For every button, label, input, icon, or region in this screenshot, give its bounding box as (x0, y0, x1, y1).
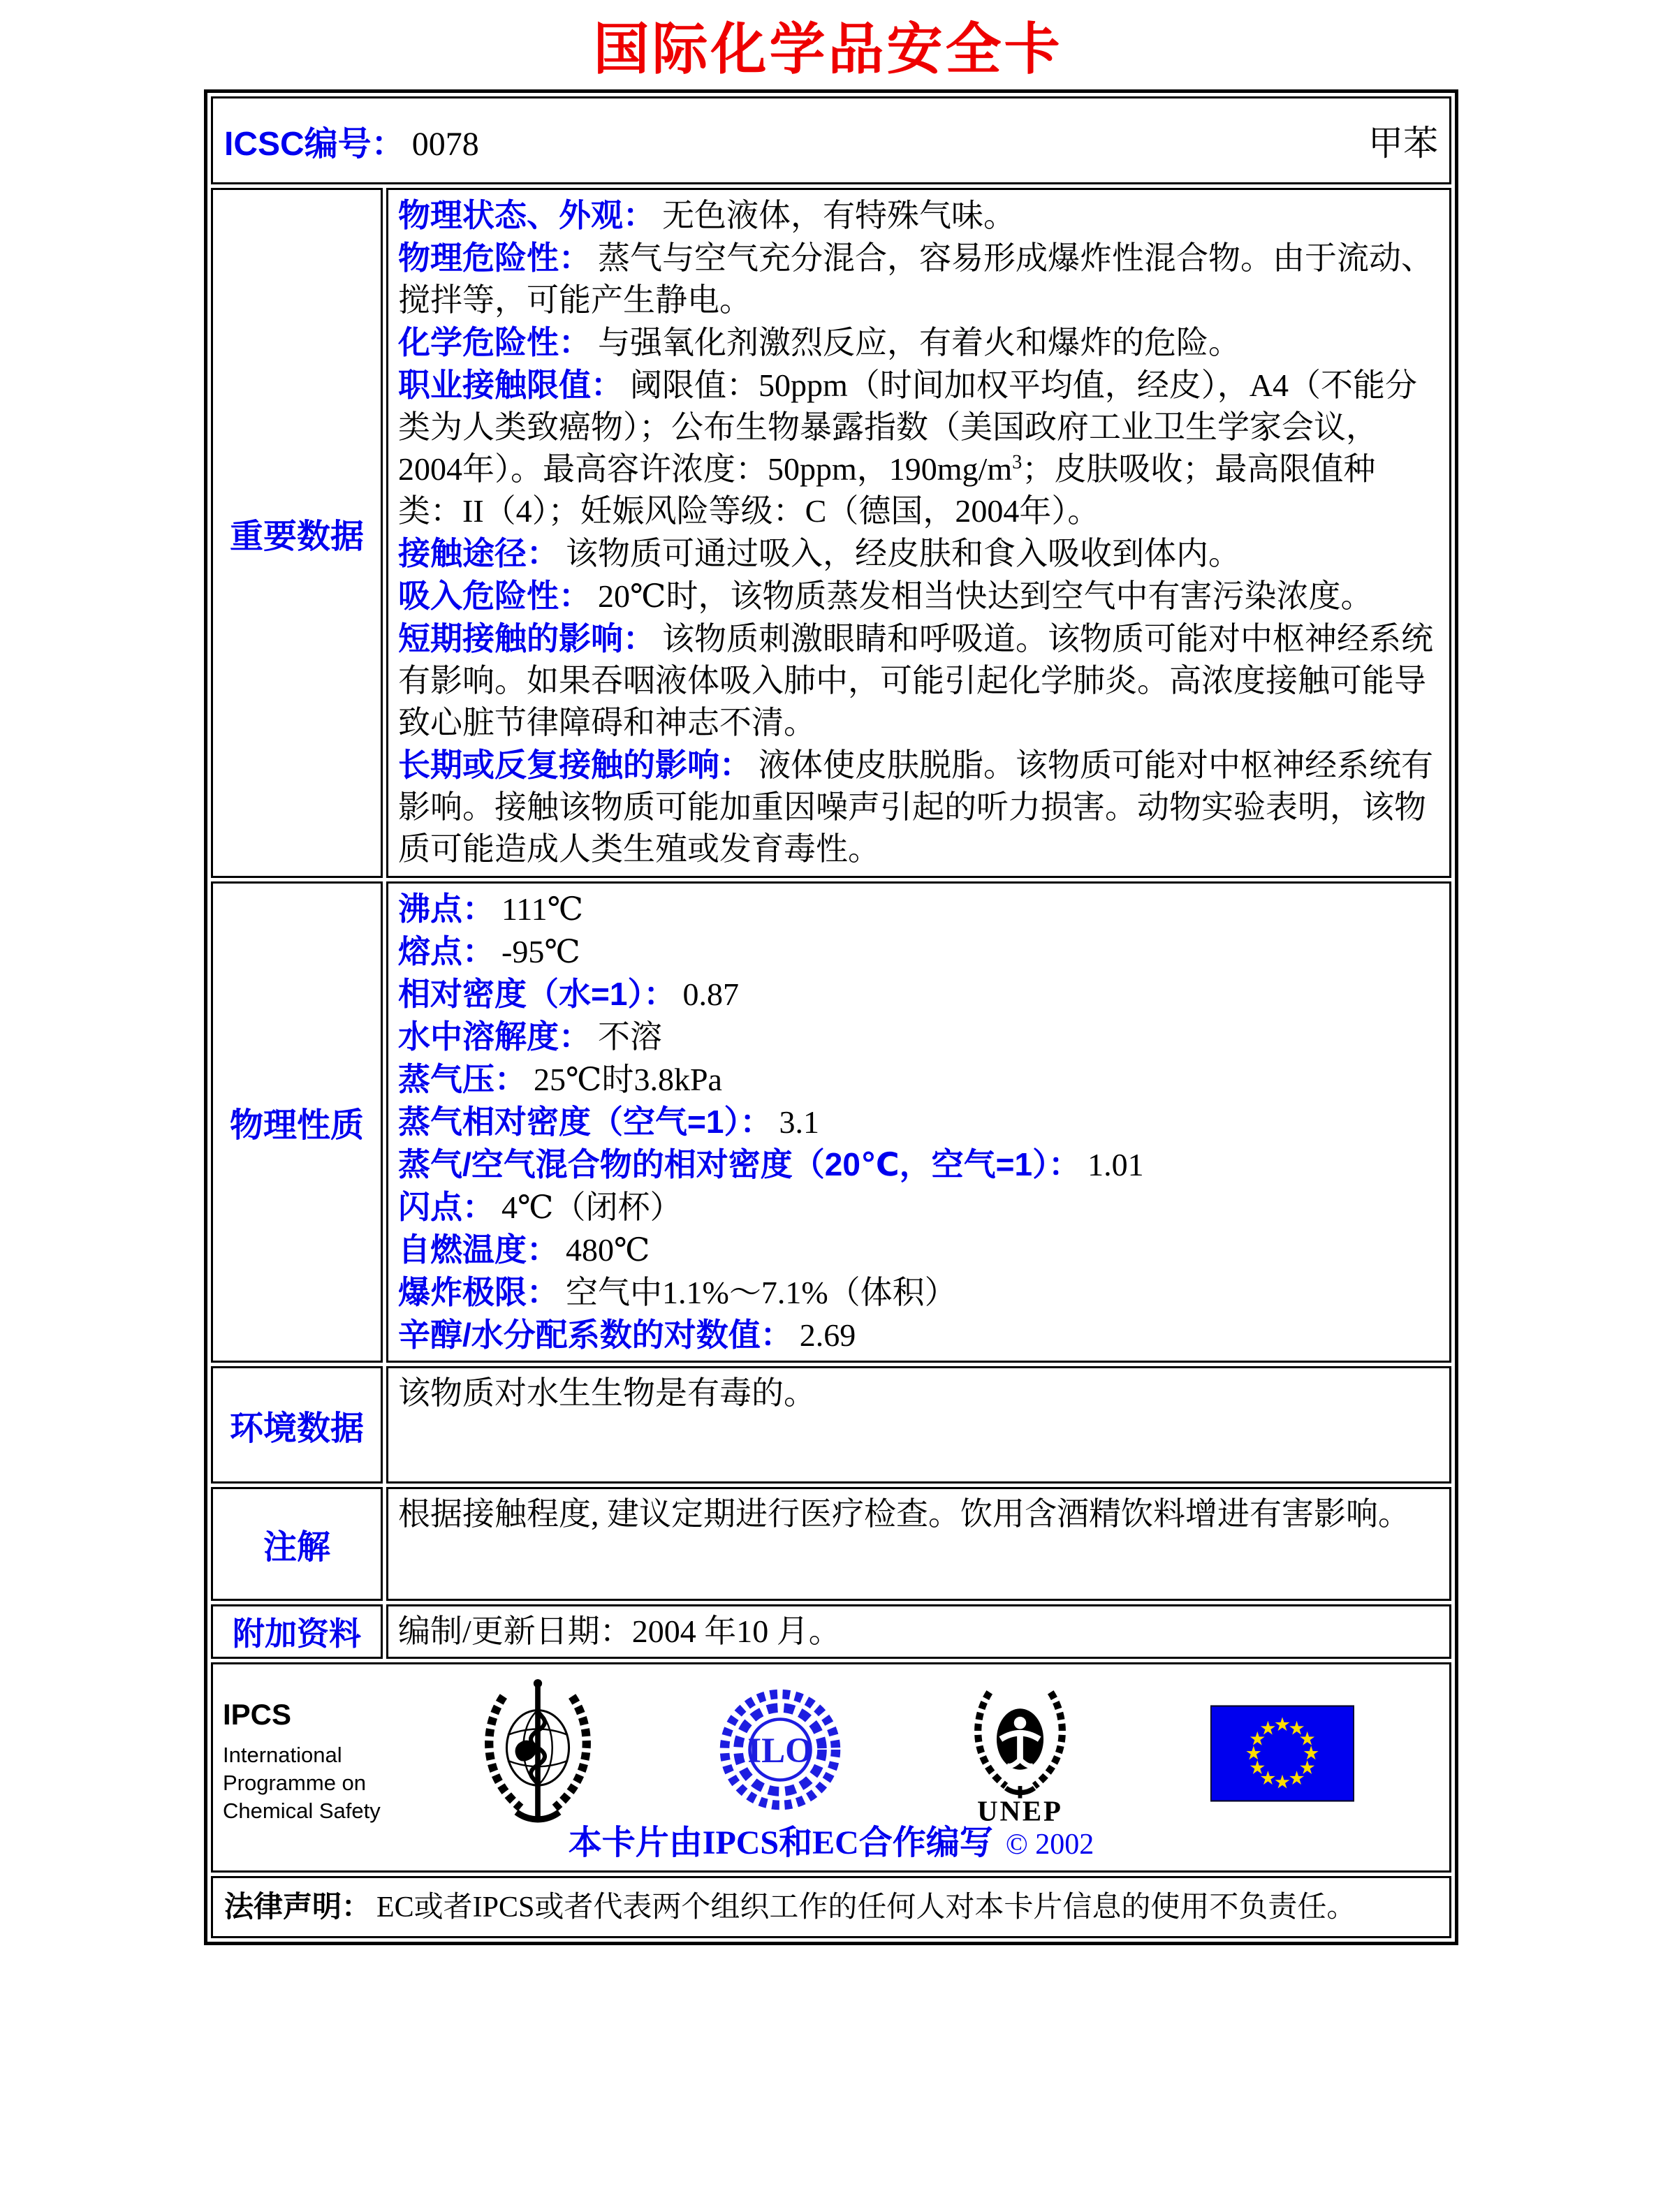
ilo-caption: ILO (747, 1731, 813, 1771)
physical-property-item (398, 1016, 1439, 1058)
environmental-data-content: 该物质对水生生物是有毒的。 (386, 1366, 1451, 1484)
legal-cell (211, 1876, 1451, 1938)
logos-cell (211, 1662, 1451, 1873)
item-value: 1.01 (1087, 1147, 1144, 1182)
item-value: -95℃ (501, 934, 580, 969)
physical-property-item (398, 930, 1439, 973)
row-label-physical-properties: 物理性质 (211, 881, 383, 1363)
item-value: 无色液体，有特殊气味。 (662, 198, 1016, 233)
ipcs-line: Programme on (223, 1771, 367, 1795)
legal-row (211, 1876, 1451, 1938)
credit-line (213, 1815, 1449, 1863)
item-label: 蒸气相对密度（空气=1）： (398, 1104, 772, 1140)
important-data-item (398, 321, 1439, 364)
unep-caption: UNEP (977, 1795, 1063, 1823)
icsc-card-table (204, 89, 1458, 1945)
physical-property-item (398, 1271, 1439, 1314)
ipcs-line: International (223, 1743, 342, 1767)
physical-property-item (398, 973, 1439, 1016)
credit-text: 本卡片由IPCS和EC合作编写 (568, 1824, 993, 1861)
physical-property-item (398, 1186, 1439, 1229)
physical-properties-row (211, 881, 1451, 1363)
important-data-content (386, 188, 1451, 878)
item-label: 职业接触限值： (398, 367, 623, 403)
item-value: 25℃时3.8kPa (534, 1062, 722, 1097)
item-value: 0.87 (682, 976, 739, 1012)
notes-row (211, 1487, 1451, 1601)
physical-property-item (398, 888, 1439, 930)
important-data-item (398, 194, 1439, 237)
header-cell (211, 96, 1451, 184)
item-label: 物理危险性： (398, 240, 591, 276)
item-label: 熔点： (398, 933, 494, 969)
notes-content: 根据接触程度, 建议定期进行医疗检查。饮用含酒精饮料增进有害影响。 (386, 1487, 1451, 1601)
physical-property-item (398, 1143, 1439, 1186)
item-label: 吸入危险性： (398, 578, 591, 614)
important-data-item (398, 532, 1439, 575)
item-value: 4℃（闭杯） (501, 1189, 682, 1225)
physical-property-item (398, 1058, 1439, 1101)
ipcs-text-block (223, 1698, 381, 1825)
item-label: 闪点： (398, 1189, 494, 1225)
item-value: 不溶 (598, 1019, 662, 1055)
row-label-important-data: 重要数据 (211, 188, 383, 878)
item-value: 480℃ (566, 1232, 650, 1268)
ipcs-line: Chemical Safety (223, 1799, 381, 1823)
icsc-number (224, 117, 479, 165)
important-data-item (398, 575, 1439, 617)
item-label: 蒸气/空气混合物的相对密度（20℃，空气=1）： (398, 1146, 1081, 1182)
unep-icon (959, 1680, 1081, 1826)
item-value: 3.1 (779, 1104, 819, 1140)
ipcs-acronym: IPCS (223, 1698, 292, 1731)
item-value: 该物质可通过吸入，经皮肤和食入吸收到体内。 (566, 536, 1240, 571)
item-value: 液体使皮肤脱脂。该物质可能对中枢神经系统有影响。接触该物质可能加重因噪声引起的听力损害。动物实验表明，该物质可能造成人类生殖或发育毒性。 (398, 747, 1433, 867)
item-value: 该物质刺激眼睛和呼吸道。该物质可能对中枢神经系统有影响。如果吞咽液体吸入肺中，可能引起化学肺炎。高浓度接触可能导致心脏节律障碍和神志不清。 (398, 621, 1433, 740)
icsc-number-label: ICSC编号： (224, 125, 405, 163)
legal-label: 法律声明： (224, 1890, 372, 1923)
important-data-item (398, 744, 1439, 870)
item-label: 长期或反复接触的影响： (398, 747, 752, 783)
item-value: 2.69 (799, 1317, 856, 1353)
item-label: 短期接触的影响： (398, 620, 655, 657)
icsc-number-value: 0078 (411, 125, 479, 163)
header-row (211, 96, 1451, 184)
item-value: 与强氧化剂激烈反应，有着火和爆炸的危险。 (598, 325, 1240, 360)
physical-property-item (398, 1101, 1439, 1143)
item-value: 阈限值：50ppm（时间加权平均值，经皮），A4（不能分类为人类致癌物）；公布生物暴露指数（美国政府工业卫生学家会议，2004年）。最高容许浓度：50ppm，190mg/m (398, 367, 1417, 487)
physical-property-item (398, 1314, 1439, 1356)
copyright-text: © 2002 (1005, 1829, 1094, 1861)
important-data-row (211, 188, 1451, 878)
important-data-item (398, 237, 1439, 321)
item-value: 空气中1.1%～7.1%（体积） (566, 1275, 957, 1310)
row-label-notes: 注解 (211, 1487, 383, 1601)
item-label: 爆炸极限： (398, 1274, 559, 1310)
who-icon (471, 1677, 604, 1831)
additional-info-row (211, 1604, 1451, 1659)
important-data-item (398, 364, 1439, 532)
ilo-icon (717, 1687, 843, 1816)
item-label: 物理状态、外观： (398, 197, 655, 233)
item-label: 接触途径： (398, 535, 559, 571)
item-label: 辛醇/水分配系数的对数值： (398, 1317, 793, 1353)
item-value: 20℃时，该物质蒸发相当快达到空气中有害污染浓度。 (598, 578, 1373, 614)
important-data-item (398, 617, 1439, 744)
item-value: 蒸气与空气充分混合，容易形成爆炸性混合物。由于流动、搅拌等，可能产生静电。 (398, 240, 1433, 318)
physical-properties-content (386, 881, 1451, 1363)
page-title: 国际化学品安全卡 (593, 20, 1063, 81)
item-label: 相对密度（水=1）： (398, 976, 676, 1012)
item-label: 化学危险性： (398, 324, 591, 360)
environmental-data-row (211, 1366, 1451, 1484)
chemical-name: 甲苯 (1368, 124, 1438, 163)
logos-row (211, 1662, 1451, 1873)
item-label: 蒸气压： (398, 1061, 527, 1097)
row-label-environmental-data: 环境数据 (211, 1366, 383, 1484)
item-value: 111℃ (501, 891, 584, 927)
legal-text: EC或者IPCS或者代表两个组织工作的任何人对本卡片信息的使用不负责任。 (376, 1891, 1356, 1924)
item-label: 沸点： (398, 891, 494, 927)
item-value: ；皮肤吸收；最高限值种类：II（4）；妊娠风险等级：C（德国，2004年）。 (398, 451, 1376, 529)
physical-property-item (398, 1229, 1439, 1271)
eu-flag-icon (1210, 1704, 1354, 1807)
row-label-additional-info: 附加资料 (211, 1604, 383, 1659)
item-value-superscript: 3 (1012, 451, 1023, 474)
item-label: 水中溶解度： (398, 1018, 591, 1055)
additional-info-content: 编制/更新日期：2004 年10 月。 (386, 1604, 1451, 1659)
item-label: 自燃温度： (398, 1231, 559, 1268)
